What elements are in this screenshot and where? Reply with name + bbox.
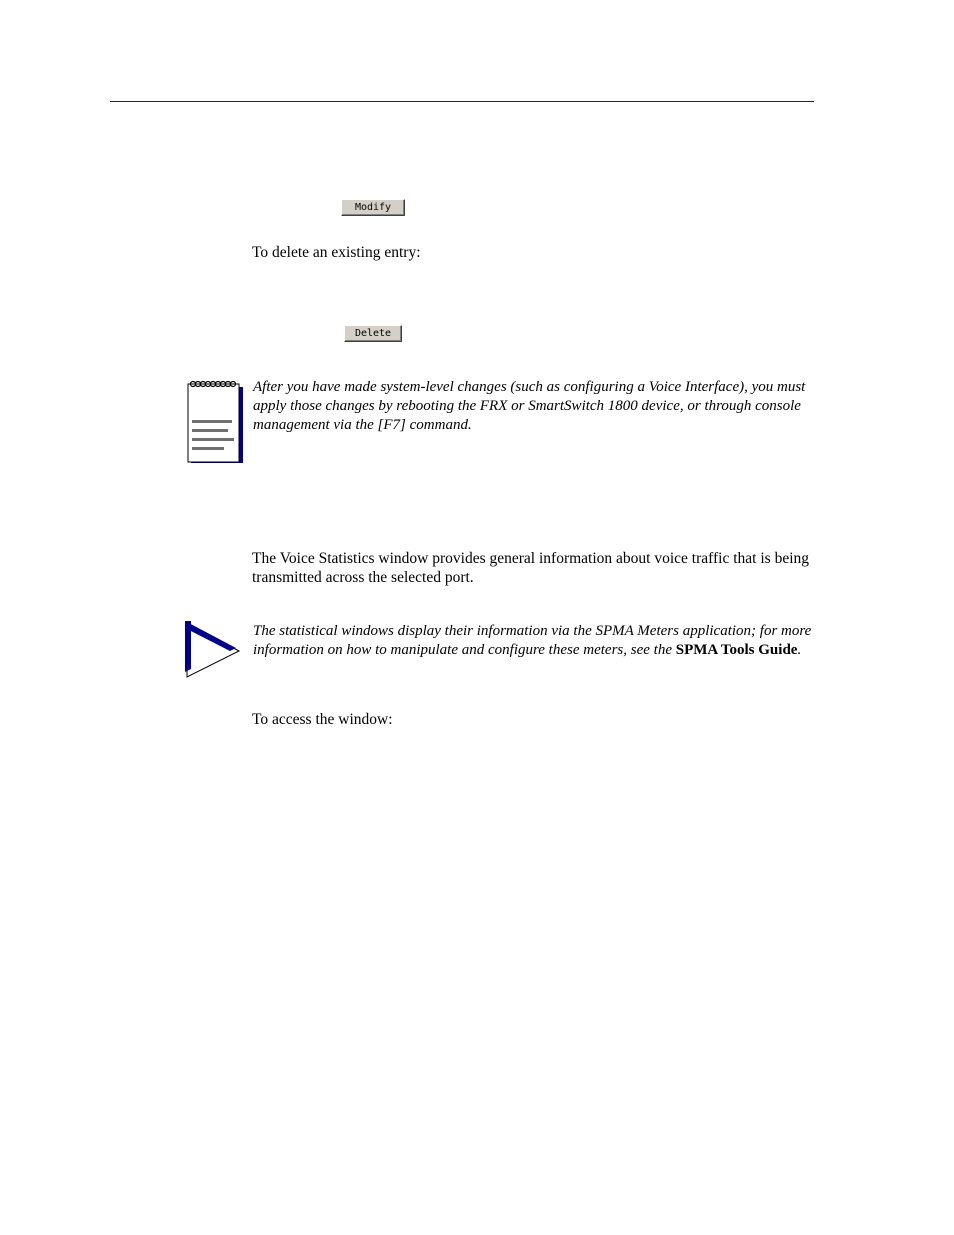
delete-instruction: To delete an existing entry: (252, 244, 421, 261)
header-rule (110, 101, 814, 102)
tip-text-after: . (797, 642, 802, 658)
tip-text (253, 622, 813, 660)
access-instruction: To access the window: (252, 711, 393, 728)
voice-statistics-description: The Voice Statistics window provides general information about voice traffic that is being transmitted across the selected port. (252, 550, 810, 586)
note-text: After you have made system-level changes (such as configuring a Voice Interface), you must apply those changes by rebooting the FRX or SmartSwitch 1800 device, or through console management via the [F7] command. (253, 379, 806, 433)
tip-text-before: The statistical windows display their information via the SPMA Meters application; for more information on how to manipulate and configure these meters, see the (253, 623, 812, 658)
notepad-icon (186, 380, 244, 466)
delete-button[interactable]: Delete (344, 325, 402, 342)
tip-arrow-icon (184, 620, 242, 680)
modify-button[interactable]: Modify (341, 199, 405, 216)
spma-tools-guide-ref: SPMA Tools Guide (675, 642, 798, 658)
